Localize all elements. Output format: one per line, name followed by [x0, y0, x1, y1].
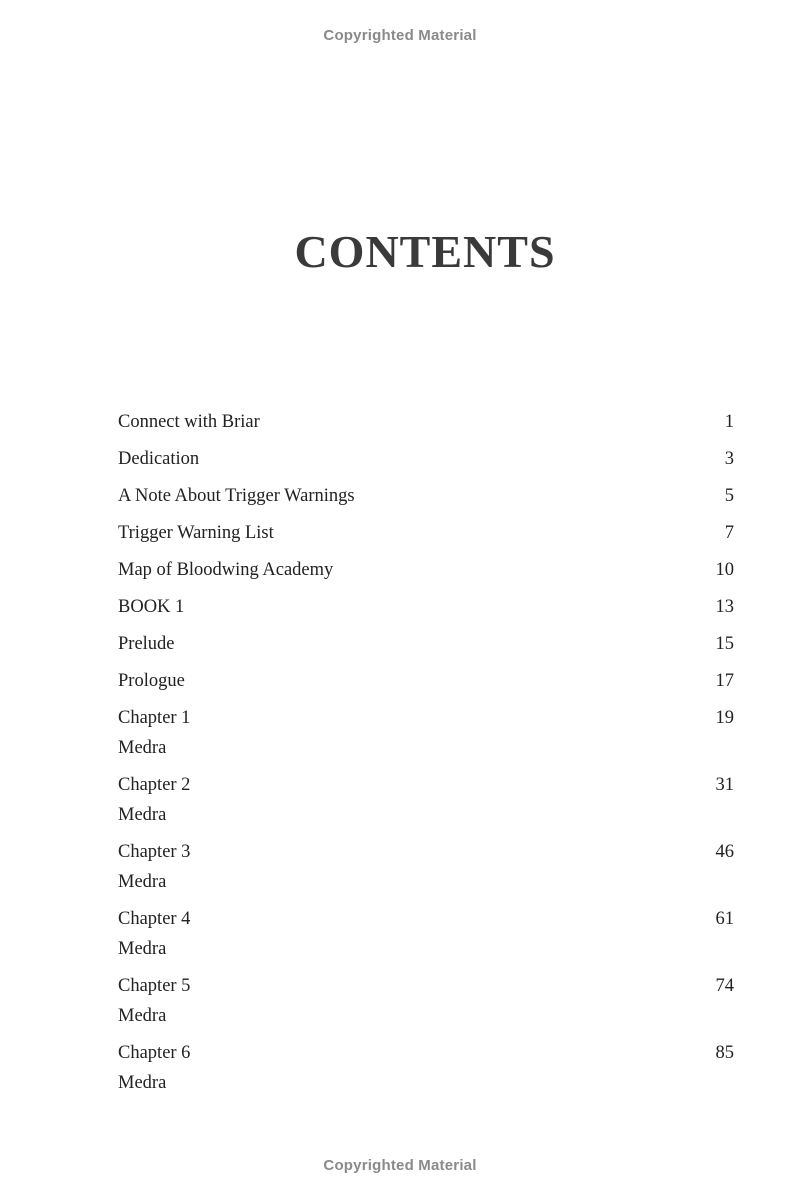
toc-entry-title: Chapter 4: [118, 909, 191, 929]
toc-entry[interactable]: [118, 447, 734, 471]
toc-entry-page: 17: [715, 671, 734, 691]
toc-entry-title: BOOK 1: [118, 597, 185, 617]
toc-entry-page: 13: [715, 597, 734, 617]
toc-entry-page: 19: [715, 708, 734, 728]
toc-entry-page: 74: [715, 976, 734, 996]
toc-entry-page: 1: [724, 412, 734, 432]
toc-entry-subtitle: Medra: [118, 738, 167, 758]
toc-entry[interactable]: [118, 773, 734, 827]
toc-entry[interactable]: [118, 521, 734, 545]
toc-entry-title: Connect with Briar: [118, 412, 260, 432]
toc-entry-title: Dedication: [118, 449, 200, 469]
toc-entry[interactable]: [118, 840, 734, 894]
toc-entry-title: Prelude: [118, 634, 175, 654]
toc-entry-page: 31: [715, 775, 734, 795]
toc-entry[interactable]: [118, 907, 734, 961]
toc-entry-subtitle: Medra: [118, 872, 167, 892]
toc-entry-title: Prologue: [118, 671, 185, 691]
toc-entry[interactable]: [118, 974, 734, 1028]
toc-entry[interactable]: [118, 558, 734, 582]
toc-entry-title: Chapter 2: [118, 775, 191, 795]
toc-entry[interactable]: [118, 706, 734, 760]
toc-entry-subtitle: Medra: [118, 1073, 167, 1093]
toc-entry-page: 3: [724, 449, 734, 469]
toc-entry-title: A Note About Trigger Warnings: [118, 486, 355, 506]
toc-entry-title: Chapter 3: [118, 842, 191, 862]
page-title: contents: [294, 209, 556, 282]
toc-entry-subtitle: Medra: [118, 1006, 167, 1026]
toc-entry[interactable]: [118, 484, 734, 508]
toc-entry-page: 15: [715, 634, 734, 654]
toc-entry-page: 46: [715, 842, 734, 862]
toc-entry-page: 85: [715, 1043, 734, 1063]
toc-entry-page: 7: [724, 523, 734, 543]
toc-entry-title: Chapter 5: [118, 976, 191, 996]
toc-entry-title: Map of Bloodwing Academy: [118, 560, 334, 580]
toc-entry[interactable]: [118, 632, 734, 656]
toc-entry-page: 10: [715, 560, 734, 580]
header-copyright: Copyrighted Material: [323, 27, 477, 44]
toc-entry[interactable]: [118, 669, 734, 693]
toc-entry[interactable]: [118, 410, 734, 434]
toc-entry[interactable]: [118, 595, 734, 619]
toc-entry-subtitle: Medra: [118, 805, 167, 825]
toc-entry[interactable]: [118, 1041, 734, 1095]
toc-entry-subtitle: Medra: [118, 939, 167, 959]
toc-entry-title: Trigger Warning List: [118, 523, 274, 543]
toc-entry-title: Chapter 1: [118, 708, 191, 728]
toc-entry-page: 61: [715, 909, 734, 929]
toc-entry-title: Chapter 6: [118, 1043, 191, 1063]
footer-copyright: Copyrighted Material: [323, 1157, 477, 1174]
toc-entry-page: 5: [724, 486, 734, 506]
table-of-contents: [118, 410, 734, 1108]
